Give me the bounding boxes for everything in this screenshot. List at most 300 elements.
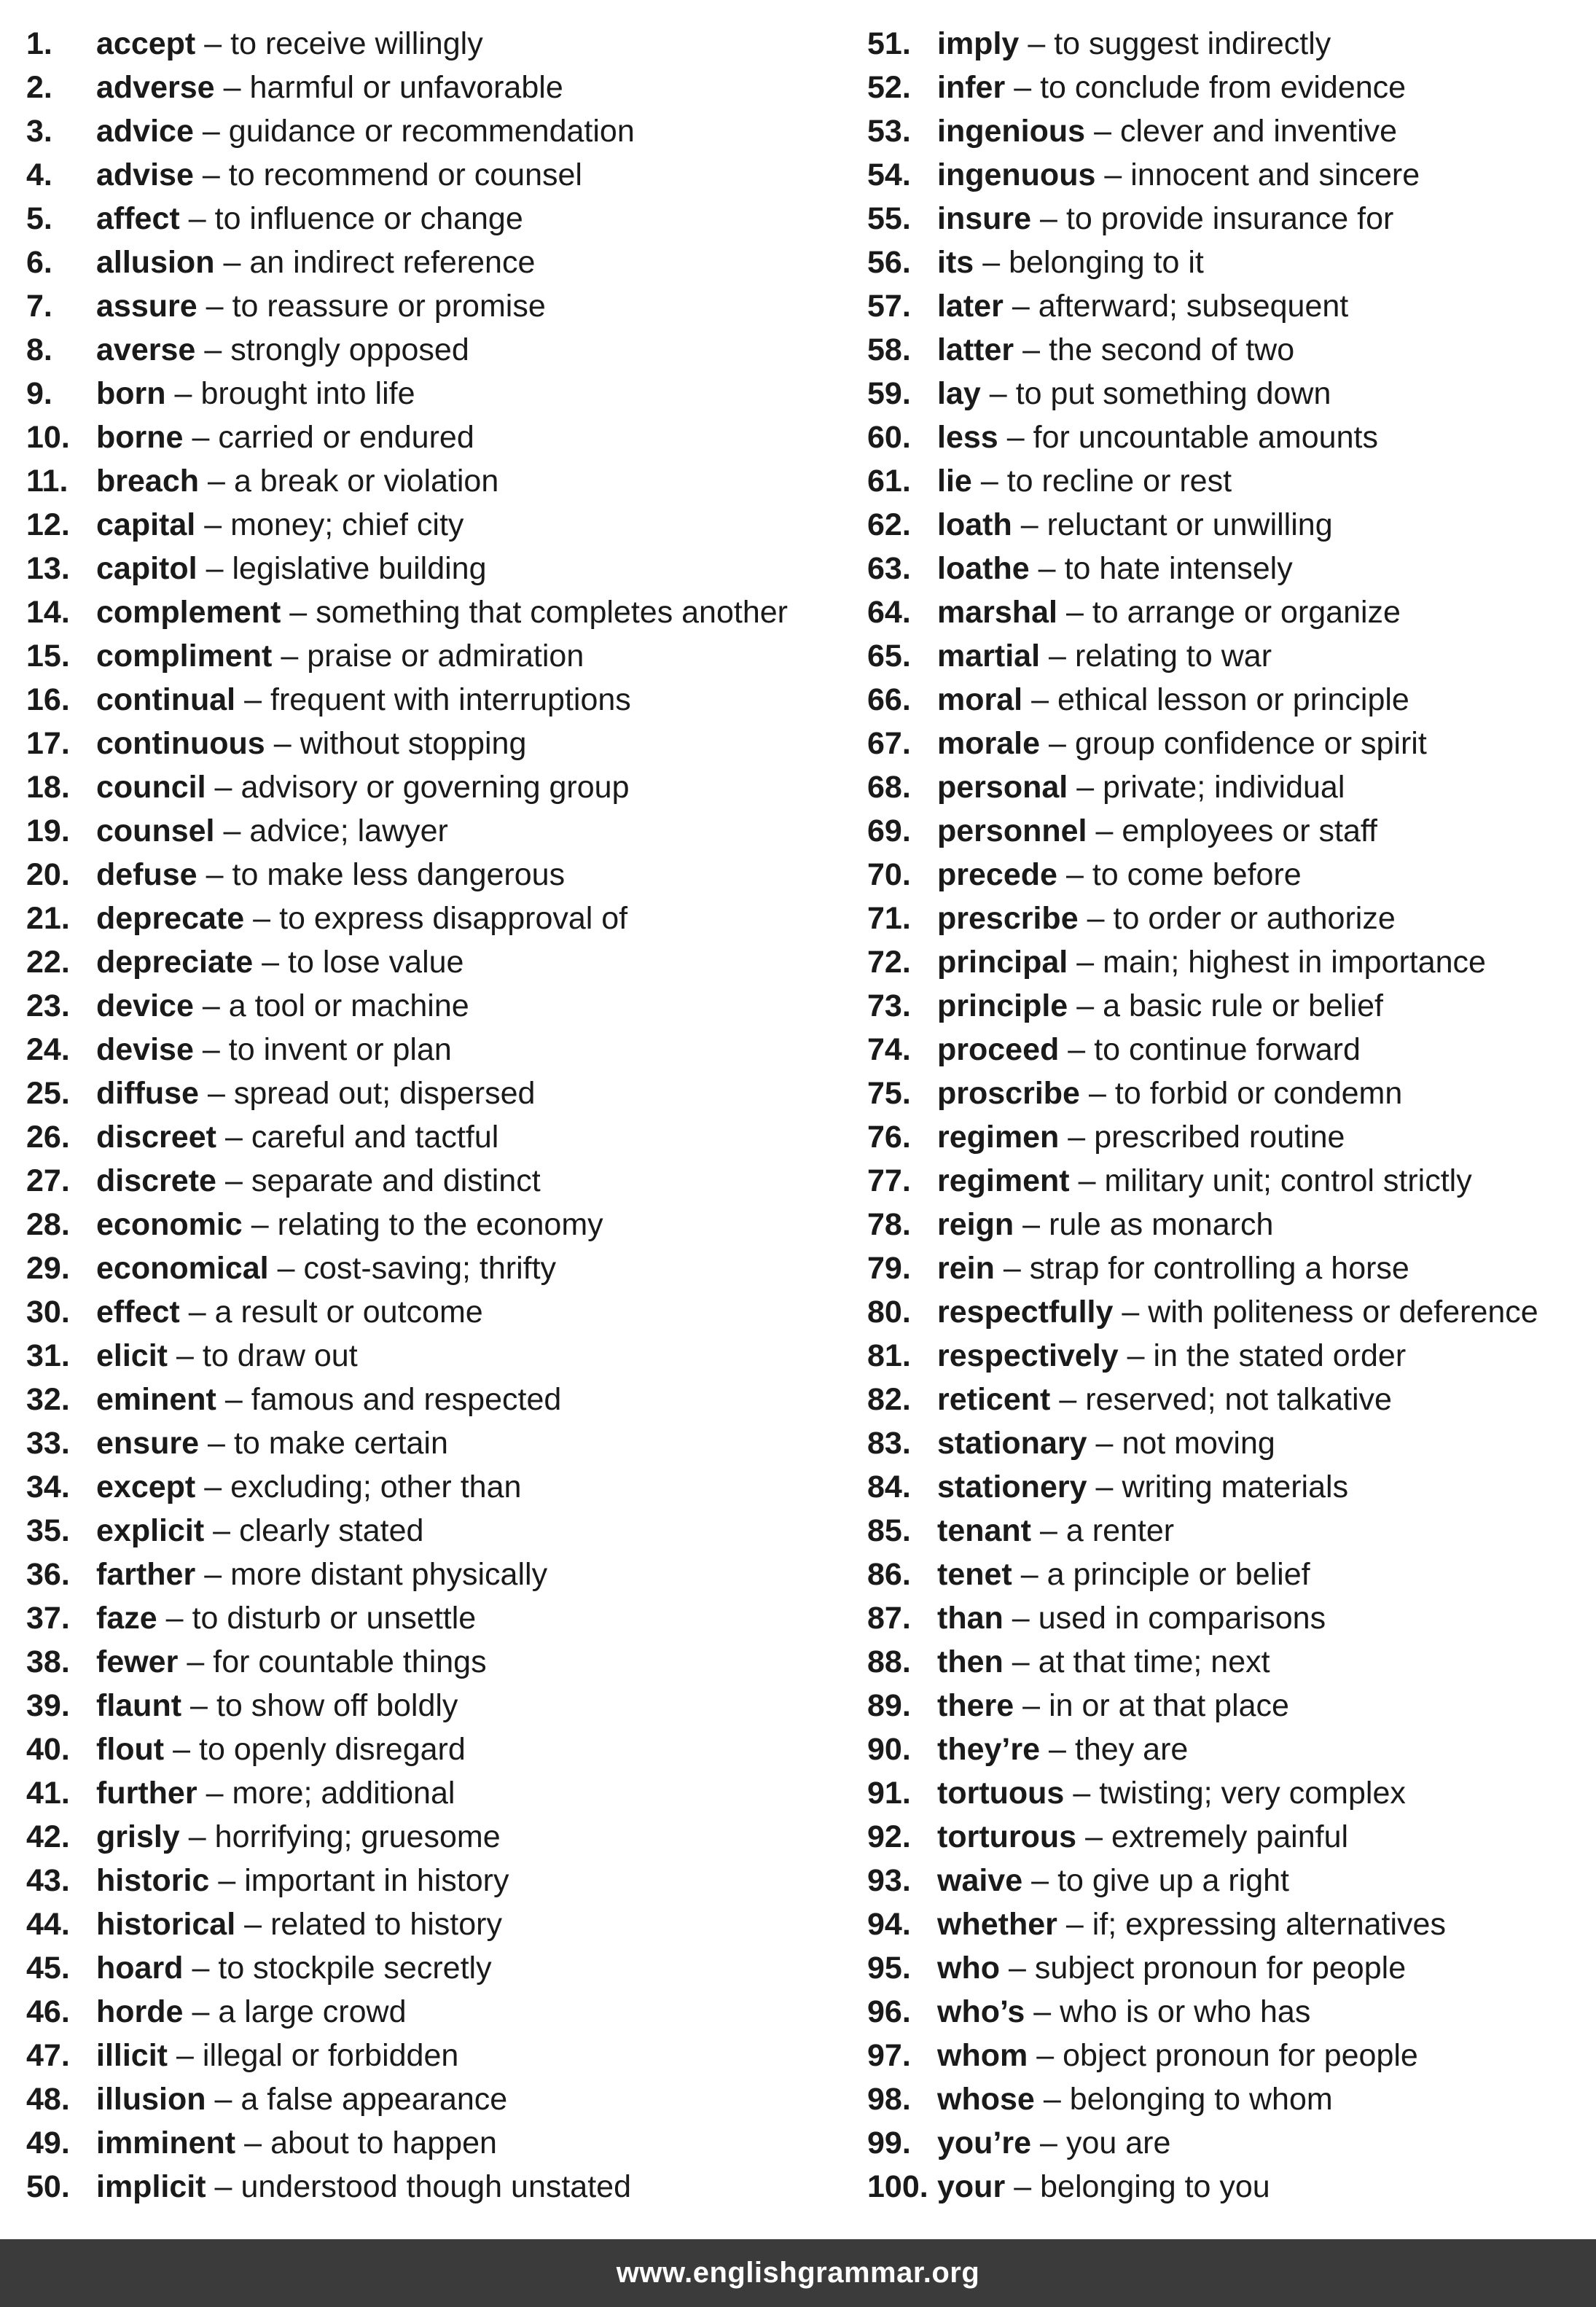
item-definition: illegal or forbidden (202, 2038, 459, 2073)
item-word: tortuous (937, 1776, 1065, 1811)
item-separator: – (1031, 1863, 1049, 1898)
item-definition: spread out; dispersed (233, 1076, 536, 1111)
item-separator: – (1043, 2082, 1061, 2117)
item-word: council (96, 770, 206, 805)
list-item (867, 1640, 1596, 1684)
item-word: moral (937, 682, 1023, 717)
item-word: diffuse (96, 1076, 199, 1111)
list-item (26, 2121, 857, 2165)
item-word: there (937, 1688, 1014, 1723)
item-definition: to stockpile secretly (218, 1951, 492, 1986)
item-word: historical (96, 1907, 236, 1942)
item-separator: – (1076, 770, 1095, 805)
item-definition: in or at that place (1049, 1688, 1289, 1723)
item-definition: at that time; next (1038, 1644, 1270, 1679)
item-separator: – (1028, 26, 1046, 61)
item-separator: – (1014, 70, 1032, 105)
item-separator: – (1022, 1688, 1041, 1723)
item-word: device (96, 988, 194, 1023)
item-word: proceed (937, 1032, 1060, 1067)
item-word: rein (937, 1251, 995, 1286)
item-separator: – (1087, 901, 1105, 936)
item-word: principal (937, 945, 1068, 980)
item-definition: object pronoun for people (1063, 2038, 1418, 2073)
item-number: 20. (26, 857, 70, 892)
item-word: faze (96, 1601, 157, 1636)
item-word: flout (96, 1732, 165, 1767)
item-number: 74. (867, 1032, 911, 1067)
list-item (867, 984, 1596, 1028)
item-word: whether (937, 1907, 1057, 1942)
item-definition: ethical lesson or principle (1057, 682, 1409, 717)
list-item (26, 1028, 857, 1071)
list-item (867, 1465, 1596, 1509)
item-separator: – (1095, 813, 1114, 848)
item-number: 86. (867, 1557, 911, 1592)
list-item (867, 328, 1596, 372)
item-definition: a tool or machine (228, 988, 469, 1023)
item-word: infer (937, 70, 1006, 105)
list-item (26, 897, 857, 940)
item-definition: a renter (1065, 1513, 1175, 1548)
item-definition: without stopping (300, 726, 527, 761)
item-word: than (937, 1601, 1004, 1636)
item-separator: – (173, 1732, 191, 1767)
item-word: waive (937, 1863, 1023, 1898)
item-separator: – (1040, 201, 1057, 236)
item-definition: writing materials (1122, 1469, 1349, 1504)
item-word: imply (937, 26, 1020, 61)
item-separator: – (1049, 726, 1066, 761)
item-word: discreet (96, 1120, 216, 1155)
item-separator: – (190, 1688, 208, 1723)
list-item (26, 1596, 857, 1640)
item-number: 96. (867, 1994, 911, 2029)
item-number: 22. (26, 945, 70, 980)
list-item (26, 1815, 857, 1859)
item-definition: to openly disregard (199, 1732, 466, 1767)
item-definition: to come before (1092, 857, 1302, 892)
item-word: they’re (937, 1732, 1041, 1767)
item-definition: a result or outcome (214, 1295, 483, 1330)
item-definition: relating to war (1074, 639, 1272, 674)
item-definition: to give up a right (1057, 1863, 1289, 1898)
item-separator: – (224, 1163, 243, 1198)
item-definition: a false appearance (240, 2082, 508, 2117)
item-number: 64. (867, 595, 911, 630)
item-separator: – (202, 114, 220, 149)
item-number: 98. (867, 2082, 911, 2117)
item-number: 27. (26, 1163, 70, 1198)
item-definition: to influence or change (214, 201, 523, 236)
item-number: 9. (26, 376, 52, 411)
item-number: 31. (26, 1338, 70, 1373)
item-word: deprecate (96, 901, 245, 936)
list-item (867, 503, 1596, 547)
item-separator: – (1012, 289, 1030, 324)
item-word: loath (937, 507, 1012, 542)
item-separator: – (251, 1207, 269, 1242)
item-word: accept (96, 26, 196, 61)
item-number: 71. (867, 901, 911, 936)
item-number: 2. (26, 70, 52, 105)
item-separator: – (1033, 1994, 1052, 2029)
item-separator: – (273, 726, 292, 761)
list-item (867, 1815, 1596, 1859)
item-separator: – (1031, 682, 1049, 717)
item-word: torturous (937, 1819, 1077, 1854)
item-word: breach (96, 464, 200, 499)
list-item (867, 1246, 1596, 1290)
item-definition: prescribed routine (1094, 1120, 1345, 1155)
item-word: you’re (937, 2126, 1032, 2160)
item-separator: – (1040, 2126, 1057, 2160)
item-word: capital (96, 507, 196, 542)
item-number: 34. (26, 1469, 70, 1504)
list-item (26, 1378, 857, 1421)
item-separator: – (1065, 1907, 1084, 1942)
item-number: 42. (26, 1819, 70, 1854)
item-word: defuse (96, 857, 197, 892)
item-definition: clever and inventive (1119, 114, 1398, 149)
item-word: imminent (96, 2126, 236, 2160)
list-item (26, 1684, 857, 1728)
item-number: 3. (26, 114, 52, 149)
item-definition: advice; lawyer (249, 813, 448, 848)
item-definition: in the stated order (1153, 1338, 1407, 1373)
item-separator: – (1022, 1207, 1041, 1242)
item-definition: employees or staff (1122, 813, 1377, 848)
item-number: 23. (26, 988, 70, 1023)
item-definition: harmful or unfavorable (249, 70, 563, 105)
item-separator: – (208, 1426, 225, 1461)
item-separator: – (188, 1295, 206, 1330)
item-separator: – (214, 770, 232, 805)
item-number: 67. (867, 726, 911, 761)
list-item (26, 1334, 857, 1378)
list-item (867, 1859, 1596, 1902)
item-number: 60. (867, 420, 911, 455)
item-separator: – (982, 245, 1001, 280)
list-item (26, 1771, 857, 1815)
item-number: 59. (867, 376, 911, 411)
item-separator: – (224, 1120, 243, 1155)
item-definition: famous and respected (251, 1382, 562, 1417)
item-word: flaunt (96, 1688, 182, 1723)
list-item (867, 1596, 1596, 1640)
item-definition: a basic rule or belief (1103, 988, 1383, 1023)
list-item (867, 809, 1596, 853)
item-word: historic (96, 1863, 210, 1898)
item-definition: to recommend or counsel (228, 157, 582, 192)
item-number: 92. (867, 1819, 911, 1854)
item-number: 8. (26, 332, 52, 367)
item-definition: twisting; very complex (1099, 1776, 1406, 1811)
list-item (867, 853, 1596, 897)
item-word: then (937, 1644, 1004, 1679)
list-item (867, 678, 1596, 722)
item-definition: to put something down (1015, 376, 1331, 411)
item-number: 56. (867, 245, 911, 280)
list-item (26, 109, 857, 153)
item-separator: – (214, 2169, 232, 2204)
list-item (867, 2121, 1596, 2165)
item-word: horde (96, 1994, 184, 2029)
item-number: 61. (867, 464, 911, 499)
item-number: 99. (867, 2126, 911, 2160)
item-word: whose (937, 2082, 1035, 2117)
item-word: ingenuous (937, 157, 1096, 192)
list-item (867, 897, 1596, 940)
footer-bar (0, 2239, 1596, 2307)
list-item (26, 1290, 857, 1334)
footer-website-url: www.englishgrammar.org (616, 2257, 980, 2289)
item-number: 79. (867, 1251, 911, 1286)
item-word: its (937, 245, 974, 280)
item-number: 47. (26, 2038, 70, 2073)
item-definition: reluctant or unwilling (1047, 507, 1333, 542)
item-definition: to recline or rest (1006, 464, 1232, 499)
item-word: counsel (96, 813, 215, 848)
item-separator: – (1003, 1251, 1021, 1286)
item-definition: subject pronoun for people (1034, 1951, 1407, 1986)
item-number: 41. (26, 1776, 70, 1811)
item-separator: – (192, 1994, 210, 2029)
list-item (867, 1421, 1596, 1465)
item-definition: excluding; other than (230, 1469, 522, 1504)
item-word: tenant (937, 1513, 1031, 1548)
item-definition: something that completes another (316, 595, 788, 630)
item-definition: to make less dangerous (232, 857, 566, 892)
item-definition: belonging to it (1009, 245, 1204, 280)
item-separator: – (1008, 1951, 1026, 1986)
item-number: 62. (867, 507, 911, 542)
item-word: economic (96, 1207, 243, 1242)
item-word: eminent (96, 1382, 216, 1417)
list-item (867, 722, 1596, 765)
item-definition: to hate intensely (1064, 551, 1293, 586)
word-list-column-right (867, 22, 1596, 2209)
item-separator: – (277, 1251, 295, 1286)
item-number: 14. (26, 595, 70, 630)
list-item (867, 197, 1596, 241)
item-number: 13. (26, 551, 70, 586)
item-word: capitol (96, 551, 197, 586)
item-definition: to invent or plan (228, 1032, 452, 1067)
item-number: 76. (867, 1120, 911, 1155)
item-number: 65. (867, 639, 911, 674)
item-word: advise (96, 157, 194, 192)
item-separator: – (206, 857, 224, 892)
item-separator: – (1122, 1295, 1140, 1330)
list-item (26, 2034, 857, 2077)
item-separator: – (207, 1076, 225, 1111)
list-item (26, 547, 857, 590)
item-number: 4. (26, 157, 52, 192)
item-definition: about to happen (270, 2126, 497, 2160)
item-word: elicit (96, 1338, 168, 1373)
item-definition: extremely painful (1111, 1819, 1349, 1854)
item-word: principle (937, 988, 1068, 1023)
item-number: 69. (867, 813, 911, 848)
item-word: morale (937, 726, 1041, 761)
item-definition: to arrange or organize (1092, 595, 1401, 630)
item-number: 100. (867, 2169, 928, 2204)
item-number: 68. (867, 770, 911, 805)
item-word: discrete (96, 1163, 216, 1198)
item-number: 89. (867, 1688, 911, 1723)
item-definition: legislative building (232, 551, 487, 586)
list-item (867, 284, 1596, 328)
list-item (26, 197, 857, 241)
item-number: 36. (26, 1557, 70, 1592)
list-item (26, 1465, 857, 1509)
item-number: 88. (867, 1644, 911, 1679)
item-word: devise (96, 1032, 194, 1067)
list-item (867, 153, 1596, 197)
item-word: precede (937, 857, 1057, 892)
item-definition: they are (1074, 1732, 1189, 1767)
item-word: complement (96, 595, 281, 630)
list-item (867, 1902, 1596, 1946)
item-definition: to lose value (288, 945, 464, 980)
item-separator: – (980, 464, 998, 499)
item-word: depreciate (96, 945, 254, 980)
list-item (867, 459, 1596, 503)
item-separator: – (1065, 595, 1084, 630)
item-number: 55. (867, 201, 911, 236)
item-separator: – (188, 1819, 206, 1854)
item-definition: to disturb or unsettle (192, 1601, 477, 1636)
list-item (26, 372, 857, 415)
list-item (26, 1421, 857, 1465)
item-number: 26. (26, 1120, 70, 1155)
item-number: 91. (867, 1776, 911, 1811)
item-number: 46. (26, 1994, 70, 2029)
item-number: 28. (26, 1207, 70, 1242)
list-item (26, 722, 857, 765)
item-number: 80. (867, 1295, 911, 1330)
item-separator: – (176, 2038, 194, 2073)
item-number: 32. (26, 1382, 70, 1417)
item-word: adverse (96, 70, 215, 105)
item-word: reign (937, 1207, 1014, 1242)
item-separator: – (165, 1601, 184, 1636)
list-item (26, 765, 857, 809)
item-word: allusion (96, 245, 215, 280)
item-number: 81. (867, 1338, 911, 1373)
item-separator: – (1104, 157, 1122, 192)
item-number: 90. (867, 1732, 911, 1767)
list-item (26, 1990, 857, 2034)
list-item (867, 940, 1596, 984)
list-item (867, 634, 1596, 678)
item-number: 58. (867, 332, 911, 367)
item-word: respectfully (937, 1295, 1114, 1330)
item-separator: – (192, 1951, 210, 1986)
item-definition: to make certain (233, 1426, 448, 1461)
list-item (867, 2165, 1596, 2209)
item-word: reticent (937, 1382, 1051, 1417)
list-item (26, 853, 857, 897)
item-word: regiment (937, 1163, 1070, 1198)
list-item (26, 503, 857, 547)
item-separator: – (244, 682, 262, 717)
list-item (867, 1509, 1596, 1553)
list-item (867, 109, 1596, 153)
item-definition: strongly opposed (230, 332, 469, 367)
item-word: advice (96, 114, 194, 149)
list-item (26, 634, 857, 678)
list-item (867, 241, 1596, 284)
item-definition: separate and distinct (251, 1163, 541, 1198)
item-separator: – (202, 157, 220, 192)
item-definition: to express disapproval of (279, 901, 628, 936)
item-word: implicit (96, 2169, 206, 2204)
item-number: 1. (26, 26, 52, 61)
item-number: 82. (867, 1382, 911, 1417)
item-number: 43. (26, 1863, 70, 1898)
item-word: further (96, 1776, 197, 1811)
item-number: 63. (867, 551, 911, 586)
item-separator: – (188, 201, 206, 236)
item-word: born (96, 376, 166, 411)
item-separator: – (204, 26, 222, 61)
item-word: explicit (96, 1513, 205, 1548)
item-separator: – (223, 245, 241, 280)
item-definition: understood though unstated (240, 2169, 632, 2204)
list-item (867, 1553, 1596, 1596)
item-definition: to continue forward (1094, 1032, 1361, 1067)
item-word: whom (937, 2038, 1028, 2073)
item-word: less (937, 420, 998, 455)
item-separator: – (176, 1338, 194, 1373)
item-separator: – (1068, 1120, 1086, 1155)
item-definition: rule as monarch (1049, 1207, 1274, 1242)
item-number: 97. (867, 2038, 911, 2073)
item-number: 17. (26, 726, 70, 761)
item-separator: – (202, 988, 220, 1023)
item-definition: afterward; subsequent (1038, 289, 1349, 324)
item-definition: to draw out (202, 1338, 358, 1373)
list-item (26, 153, 857, 197)
item-number: 66. (867, 682, 911, 717)
item-definition: strap for controlling a horse (1029, 1251, 1409, 1286)
item-word: regimen (937, 1120, 1060, 1155)
item-word: ensure (96, 1426, 200, 1461)
item-definition: advisory or governing group (240, 770, 630, 805)
item-word: prescribe (937, 901, 1079, 936)
item-number: 51. (867, 26, 911, 61)
item-separator: – (1095, 1469, 1114, 1504)
item-definition: who is or who has (1060, 1994, 1311, 2029)
item-word: fewer (96, 1644, 179, 1679)
item-word: latter (937, 332, 1014, 367)
item-separator: – (1006, 420, 1025, 455)
item-separator: – (1073, 1776, 1091, 1811)
item-number: 12. (26, 507, 70, 542)
item-definition: to order or authorize (1113, 901, 1396, 936)
item-separator: – (1094, 114, 1111, 149)
item-definition: a large crowd (218, 1994, 407, 2029)
item-definition: frequent with interruptions (270, 682, 631, 717)
list-item (867, 1028, 1596, 1071)
item-definition: clearly stated (239, 1513, 424, 1548)
list-item (26, 284, 857, 328)
item-separator: – (1022, 332, 1041, 367)
item-number: 85. (867, 1513, 911, 1548)
list-item (26, 678, 857, 722)
